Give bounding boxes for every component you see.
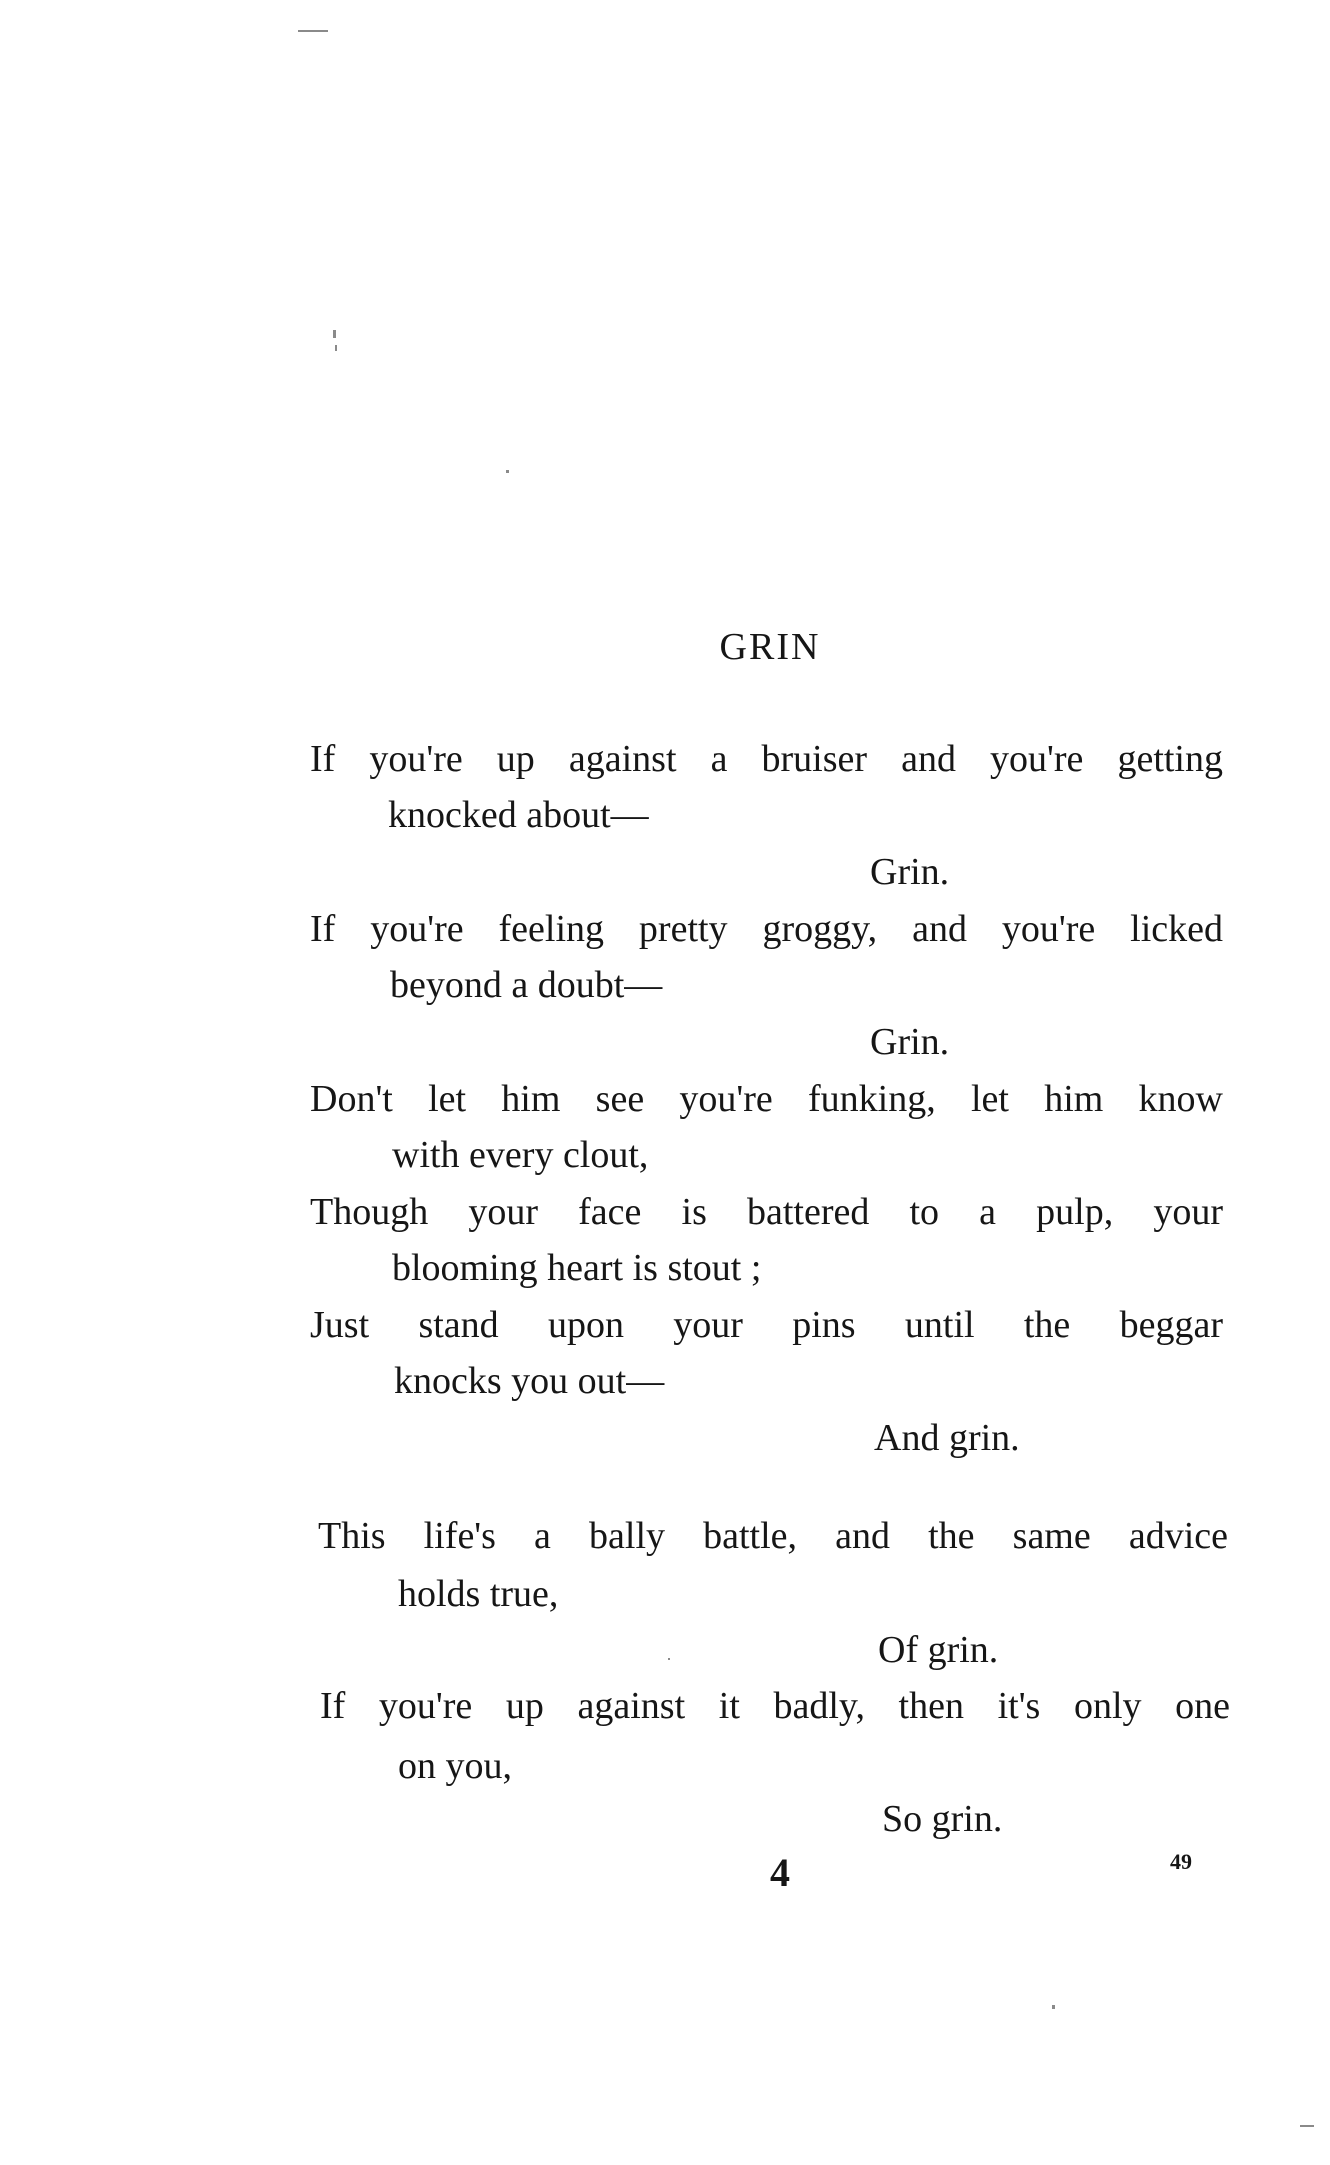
poem-refrain: Grin. [870,851,950,893]
poem-refrain: Of grin. [878,1629,999,1671]
poem-line-continuation: blooming heart is stout ; [392,1247,762,1289]
scan-mark [333,330,336,338]
poem-line: Though your face is battered to a pulp, your [310,1191,1223,1233]
poem-title: GRIN [719,626,821,668]
poem-line-continuation: on you, [398,1745,512,1787]
scan-mark [298,30,328,32]
poem-line: Just stand upon your pins until the beggar [310,1304,1223,1346]
poem-line-continuation: knocks you out— [394,1360,665,1402]
poem-line: If you're up against a bruiser and you're getting [310,738,1223,780]
poem-line-continuation: knocked about— [388,794,649,836]
poem-line: If you're feeling pretty groggy, and you're licked [310,908,1223,950]
scan-mark [335,345,337,351]
poem-line-continuation: with every clout, [392,1134,649,1176]
poem-line: This life's a bally battle, and the same advice [318,1515,1228,1557]
poem-line-continuation: holds true, [398,1573,559,1615]
poem-refrain: And grin. [874,1417,1020,1459]
scan-mark [1052,2005,1055,2009]
poem-refrain: So grin. [882,1798,1003,1840]
scan-mark [1300,2125,1314,2127]
poem-line: If you're up against it badly, then it's only one [320,1685,1230,1727]
poem-refrain: Grin. [870,1021,950,1063]
signature-mark: 49 [1170,1849,1192,1874]
scan-mark [668,1658,670,1660]
scan-mark [506,470,509,473]
poem-line: Don't let him see you're funking, let him know [310,1078,1223,1120]
page-number: 4 [770,1850,790,1895]
poem-line-continuation: beyond a doubt— [390,964,663,1006]
